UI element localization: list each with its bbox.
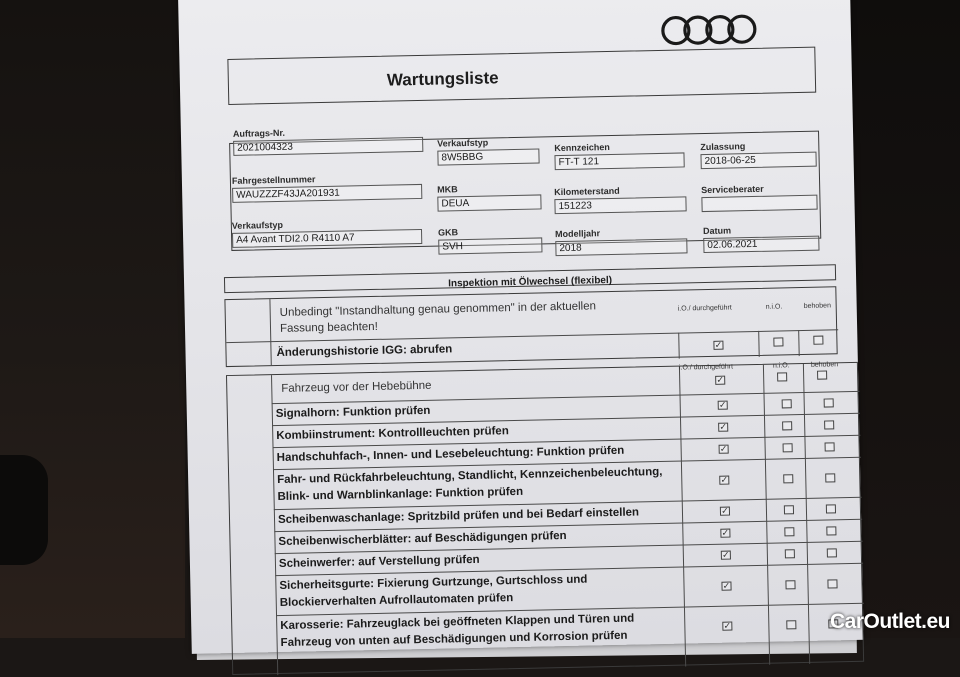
field-label: Auftrags-Nr. <box>232 127 286 139</box>
checklist-row-label: Blockierverhalten Aufrollautomaten prüfen <box>279 592 514 610</box>
note-line: Unbedingt "Instandhaltung genau genommen" in der aktuellen <box>279 300 597 319</box>
checkbox-nio[interactable] <box>786 620 796 629</box>
column-header-io: i.O./ durchgeführt <box>678 363 734 372</box>
column-header-behoben: behoben <box>810 361 839 369</box>
seat-object <box>0 455 48 565</box>
checkbox-nio[interactable] <box>784 527 794 536</box>
checklist-row-label: Blink- und Warnblinkanlage: Funktion prüfen <box>277 485 524 504</box>
field-value: 2018-06-25 <box>700 152 816 169</box>
checklist-block-1 <box>224 286 837 370</box>
checklist-row-label: Signalhorn: Funktion prüfen <box>275 404 431 421</box>
checkbox-behoben[interactable] <box>826 504 836 513</box>
field-value: SVH <box>438 237 542 254</box>
checklist-row-label: Scheibenwischerblätter: auf Beschädigungen prüfen <box>278 529 567 549</box>
checkbox-nio[interactable] <box>783 474 793 483</box>
checkbox-nio[interactable] <box>782 399 792 408</box>
checkbox-nio[interactable] <box>782 421 792 430</box>
checkbox-io[interactable]: ✓ <box>721 505 729 516</box>
field-value: FT-T 121 <box>554 152 684 170</box>
title-box <box>227 47 816 105</box>
checkbox-io[interactable]: ✓ <box>718 399 727 410</box>
checkbox-nio[interactable] <box>777 372 787 381</box>
checkbox-behoben[interactable] <box>827 579 837 588</box>
checkbox-behoben[interactable] <box>824 398 834 407</box>
checkbox-behoben[interactable] <box>825 473 835 482</box>
field-value: 8W5BBG <box>437 148 539 165</box>
field-value: WAUZZZF43JA201931 <box>232 184 422 203</box>
block-heading: Fahrzeug vor der Hebebühne <box>281 379 432 395</box>
checkbox-io[interactable]: ✓ <box>721 527 730 538</box>
field-label: GKB <box>437 227 459 238</box>
background-right <box>850 0 960 638</box>
checklist-row-label: Sicherheitsgurte: Fixierung Gurtzunge, Gurtschloss und <box>279 573 588 593</box>
four-rings-logo-icon <box>659 12 760 48</box>
checkbox-io[interactable]: ✓ <box>723 620 732 631</box>
watermark: CarOutlet.eu <box>829 610 950 633</box>
checkbox-nio[interactable] <box>783 443 793 452</box>
field-label: Datum <box>702 225 732 237</box>
note-line: Fassung beachten! <box>279 320 378 335</box>
checkbox-behoben[interactable] <box>827 548 837 557</box>
field-value: 02.06.2021 <box>703 236 819 253</box>
checkbox-nio[interactable] <box>785 549 795 558</box>
field-label: Modelljahr <box>555 228 601 240</box>
maintenance-sheet <box>178 0 864 654</box>
checkbox-behoben[interactable] <box>824 420 834 429</box>
checklist-row-label: Karosserie: Fahrzeuglack bei geöffneten Klappen und Türen und <box>280 612 635 632</box>
field-label: Fahrgestellnummer <box>231 174 316 186</box>
checklist-row-label: Änderungshistorie IGG: abrufen <box>276 343 453 360</box>
checkbox-io[interactable]: ✓ <box>719 421 728 432</box>
checklist-row-label: Scheibenwaschanlage: Spritzbild prüfen und bei Bedarf einstellen <box>277 506 640 527</box>
checkbox-io[interactable]: ✓ <box>719 443 728 454</box>
checkbox-io[interactable]: ✓ <box>722 580 731 591</box>
field-value: DEUA <box>437 194 541 211</box>
checkbox-io[interactable]: ✓ <box>721 549 730 560</box>
checkbox-behoben[interactable] <box>825 442 835 451</box>
column-header-nio: n.i.O. <box>772 362 790 370</box>
field-value: 2021004323 <box>233 137 423 156</box>
field-value: 2018 <box>555 238 687 256</box>
field-value: A4 Avant TDI2.0 R4110 A7 <box>232 229 422 248</box>
field-value: 151223 <box>554 196 686 214</box>
checkbox-behoben[interactable] <box>813 336 823 345</box>
field-label: Serviceberater <box>701 183 764 196</box>
checklist-row-label: Kombiinstrument: Kontrollleuchten prüfen <box>276 425 509 443</box>
field-value <box>701 195 817 212</box>
checklist-row-label: Handschuhfach-, Innen- und Lesebeleuchtung: Funktion prüfen <box>276 444 625 465</box>
checkbox-io[interactable]: ✓ <box>714 339 723 350</box>
checklist-block-2 <box>226 362 864 675</box>
field-label: Kilometerstand <box>554 185 620 198</box>
checklist-row-label: Fahrzeug von unten auf Beschädigungen und Korrosion prüfen <box>280 629 628 649</box>
document-title: Wartungsliste <box>386 68 499 90</box>
checkbox-nio[interactable] <box>784 505 794 514</box>
checkbox-nio[interactable] <box>785 580 795 589</box>
checkbox-behoben[interactable] <box>826 526 836 535</box>
checklist-row-label: Scheinwerfer: auf Verstellung prüfen <box>278 553 480 571</box>
checkbox-nio[interactable] <box>773 337 783 346</box>
column-header-behoben: behoben <box>803 302 832 310</box>
column-header-nio: n.i.O. <box>765 303 783 311</box>
column-header-io: i.O./ durchgeführt <box>677 304 732 313</box>
field-label: Verkaufstyp <box>437 137 489 149</box>
field-label: Verkaufstyp <box>231 219 283 231</box>
checklist-row-label: Fahr- und Rückfahrbeleuchtung, Standlicht, Kennzeichenbeleuchtung, <box>277 465 663 487</box>
checkbox-io[interactable]: ✓ <box>716 374 725 385</box>
field-label: Kennzeichen <box>554 141 610 154</box>
checkbox-behoben[interactable] <box>817 370 827 379</box>
field-label: Zulassung <box>700 141 746 153</box>
section-title: Inspektion mit Ölwechsel (flexibel) <box>448 274 613 290</box>
checkbox-io[interactable]: ✓ <box>720 474 729 485</box>
field-label: MKB <box>437 184 458 195</box>
